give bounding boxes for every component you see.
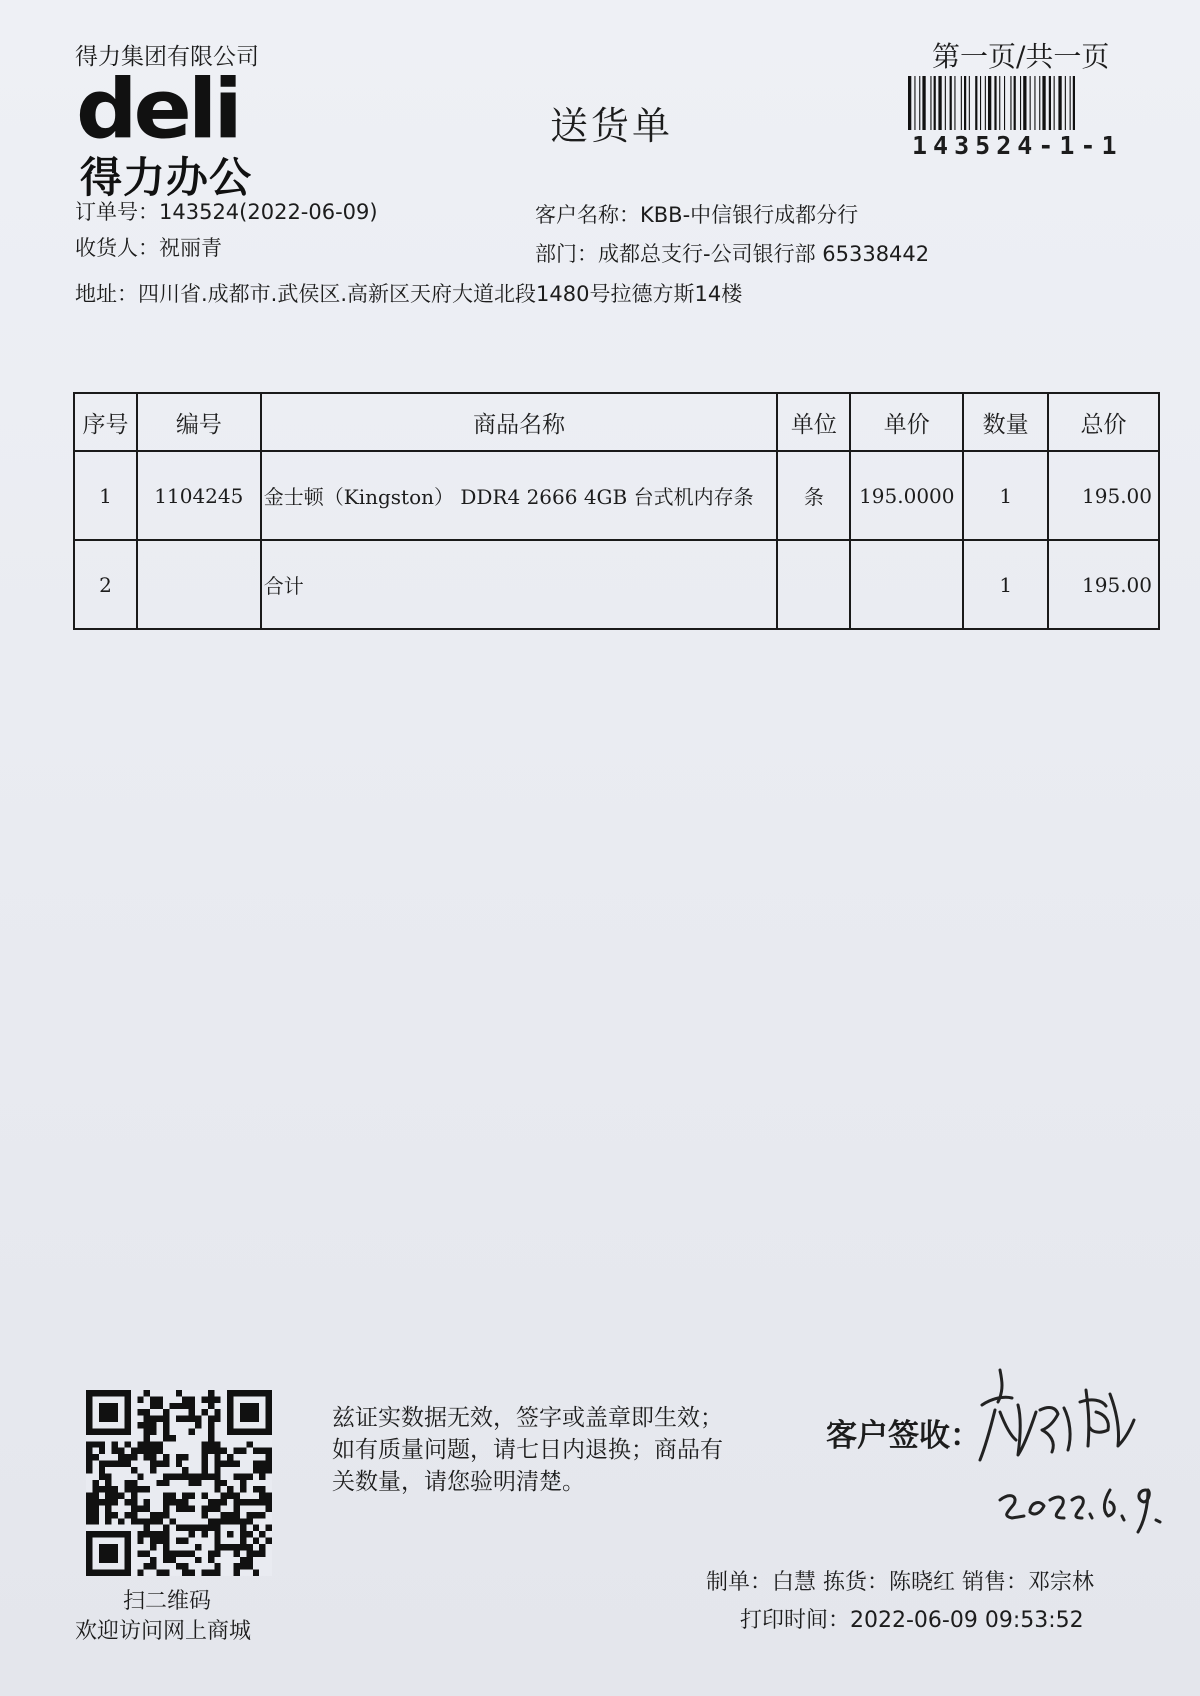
deli-logo: deli: [76, 62, 239, 158]
header-code: 编号: [137, 393, 261, 451]
staff-info: 制单：白慧 拣货：陈晓红 销售：邓宗林: [706, 1570, 1094, 1595]
cell-total: 195.00: [1048, 451, 1159, 540]
cell-product: 合计: [261, 540, 778, 629]
barcode-icon: [908, 76, 1118, 130]
cell-unit: [777, 540, 850, 629]
header-total: 总价: [1048, 393, 1159, 451]
cell-unit: 条: [777, 451, 850, 540]
handwritten-signature: [960, 1350, 1180, 1540]
cell-seq: 1: [74, 451, 137, 540]
header-quantity: 数量: [963, 393, 1048, 451]
barcode-number: 143524-1-1: [912, 131, 1123, 160]
print-time: 打印时间：2022-06-09 09:53:52: [740, 1608, 1084, 1633]
company-name: 得力集团有限公司: [75, 44, 259, 70]
page-info: 第一页/共一页: [932, 40, 1110, 73]
table-header-row: [74, 393, 1159, 451]
qr-subcaption: 欢迎访问网上商城: [75, 1619, 252, 1644]
header-unit: 单位: [777, 393, 850, 451]
department: 部门：成都总支行-公司银行部 65338442: [535, 242, 930, 266]
notice-text: 兹证实数据无效，签字或盖章即生效；如有质量问题，请七日内退换；商品有关数量，请您验明清楚。: [332, 1405, 723, 1495]
cell-code: 1104245: [137, 451, 261, 540]
cell-unit-price: 195.0000: [850, 451, 963, 540]
document-title: 送货单: [550, 104, 674, 148]
signature-label: 客户签收：: [826, 1418, 981, 1454]
qr-caption: 扫二维码: [123, 1589, 212, 1614]
header-unit-price: 单价: [850, 393, 963, 451]
cell-code: [137, 540, 261, 629]
cell-total: 195.00: [1048, 540, 1159, 629]
header-product: 商品名称: [261, 393, 778, 451]
table-row: [74, 451, 1159, 540]
consignee: 收货人：祝丽青: [75, 236, 222, 260]
logo-subtitle: 得力办公: [80, 153, 253, 202]
cell-quantity: 1: [963, 540, 1048, 629]
address: 地址：四川省.成都市.武侯区.高新区天府大道北段1480号拉德方斯14楼: [75, 282, 743, 306]
cell-unit-price: [850, 540, 963, 629]
items-table: [73, 392, 1160, 630]
qr-code-icon[interactable]: [86, 1390, 272, 1576]
table-row: [74, 540, 1159, 629]
header-seq: 序号: [74, 393, 137, 451]
cell-seq: 2: [74, 540, 137, 629]
order-number: 订单号：143524(2022-06-09): [75, 200, 378, 224]
customer-name: 客户名称：KBB-中信银行成都分行: [535, 203, 859, 227]
cell-product: 金士顿（Kingston） DDR4 2666 4GB 台式机内存条: [261, 451, 778, 540]
cell-quantity: 1: [963, 451, 1048, 540]
